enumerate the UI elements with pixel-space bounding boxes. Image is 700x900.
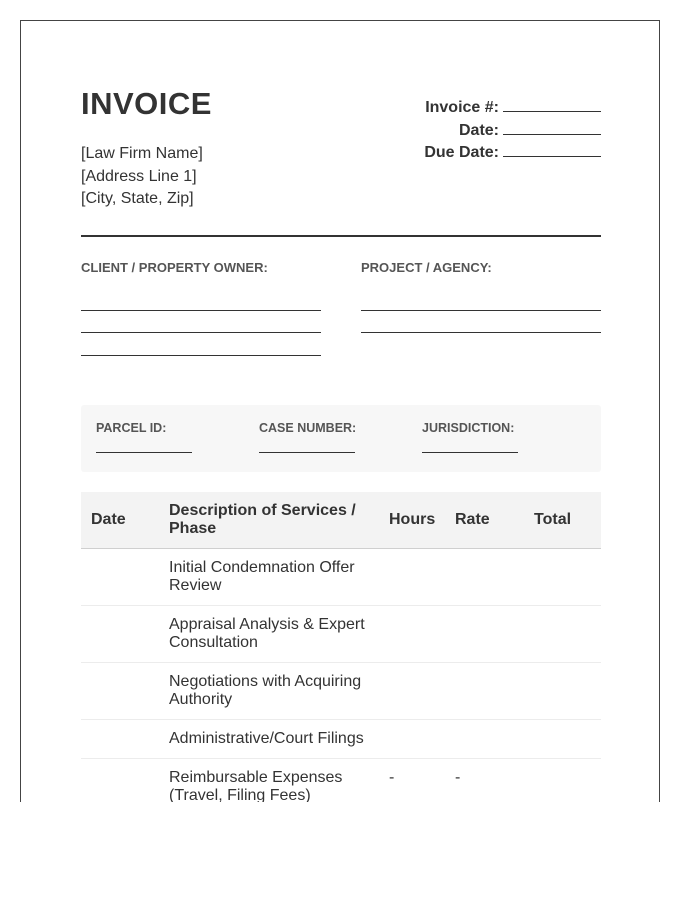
services-table	[81, 492, 601, 802]
firm-city-state-zip: [City, State, Zip]	[81, 190, 194, 207]
project-label: PROJECT / AGENCY:	[361, 260, 492, 275]
row-description: Negotiations with Acquiring Authority	[169, 673, 362, 708]
row-hours: -	[389, 769, 395, 786]
case-number-field-group	[259, 421, 356, 453]
due-date-row	[424, 142, 601, 165]
client-label: CLIENT / PROPERTY OWNER:	[81, 260, 268, 275]
invoice-number-field[interactable]	[503, 97, 601, 112]
firm-address-block	[81, 143, 203, 211]
table-row	[81, 759, 601, 802]
parcel-id-label: PARCEL ID:	[96, 421, 167, 435]
parcel-id-field-group	[96, 421, 192, 453]
table-row	[81, 663, 601, 720]
invoice-title: INVOICE	[81, 86, 212, 121]
invoice-date-row	[424, 120, 601, 143]
col-date-header: Date	[91, 511, 126, 528]
due-date-field[interactable]	[503, 142, 601, 157]
header-divider	[81, 235, 601, 237]
due-date-label: Due Date:	[424, 144, 499, 161]
jurisdiction-field[interactable]	[422, 452, 518, 453]
invoice-number-label: Invoice #:	[425, 99, 499, 116]
table-row	[81, 720, 601, 759]
row-description: Reimbursable Expenses (Travel, Filing Fees)	[169, 769, 343, 802]
col-description-header: Description of Services / Phase	[169, 502, 356, 537]
row-description: Appraisal Analysis & Expert Consultation	[169, 616, 365, 651]
invoice-page	[20, 20, 660, 802]
col-hours-header: Hours	[389, 511, 436, 528]
invoice-meta-block	[424, 97, 601, 165]
row-rate: -	[455, 769, 461, 786]
project-line-1[interactable]	[361, 310, 601, 311]
table-row	[81, 606, 601, 663]
case-number-label: CASE NUMBER:	[259, 421, 357, 435]
firm-address-line-1: [Address Line 1]	[81, 167, 197, 185]
client-line-3[interactable]	[81, 355, 321, 356]
client-line-1[interactable]	[81, 310, 321, 311]
project-line-2[interactable]	[361, 332, 601, 333]
parcel-id-field[interactable]	[96, 452, 192, 453]
table-header	[81, 492, 601, 549]
row-description: Initial Condemnation Offer Review	[169, 559, 355, 594]
col-rate-header: Rate	[455, 511, 490, 528]
firm-name: [Law Firm Name]	[81, 145, 203, 162]
table-row	[81, 549, 601, 606]
client-line-2[interactable]	[81, 332, 321, 333]
parcel-info-box	[81, 405, 601, 472]
jurisdiction-label: JURISDICTION:	[422, 421, 515, 435]
invoice-date-label: Date:	[458, 121, 499, 139]
invoice-number-row	[424, 97, 601, 120]
invoice-date-field[interactable]	[503, 120, 601, 135]
row-description: Administrative/Court Filings	[169, 730, 364, 747]
col-total-header: Total	[534, 511, 572, 528]
jurisdiction-field-group	[422, 421, 518, 453]
case-number-field[interactable]	[259, 452, 355, 453]
